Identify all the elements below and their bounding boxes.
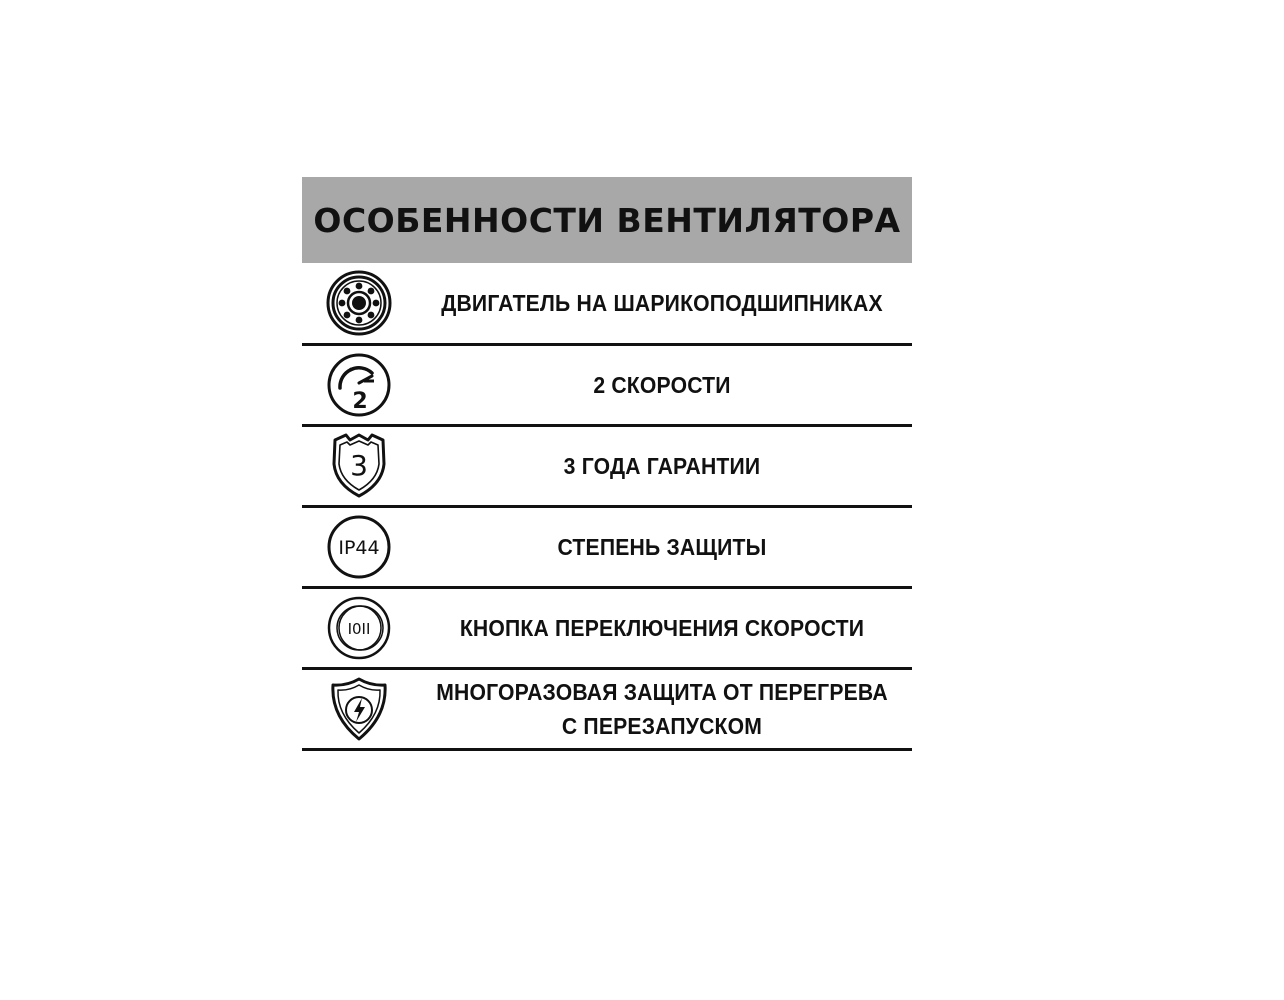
feature-label xyxy=(432,346,892,424)
feature-row-ball-bearing xyxy=(302,263,912,346)
feature-row-warranty xyxy=(302,427,912,508)
feature-text: СТЕПЕНЬ ЗАЩИТЫ xyxy=(557,534,767,560)
feature-row-speeds xyxy=(302,346,912,427)
feature-text: 3 ГОДА ГАРАНТИИ xyxy=(563,453,761,479)
ip-rating-text: IP44 xyxy=(338,537,380,559)
feature-text: ДВИГАТЕЛЬ НА ШАРИКОПОДШИПНИКАХ xyxy=(441,290,883,316)
feature-text-line-1: МНОГОРАЗОВАЯ ЗАЩИТА ОТ ПЕРЕГРЕВА xyxy=(436,679,888,705)
page-title: ОСОБЕННОСТИ ВЕНТИЛЯТОРА xyxy=(313,200,901,240)
feature-label xyxy=(432,670,892,748)
speedometer-2-icon xyxy=(324,350,394,420)
feature-label xyxy=(432,508,892,586)
feature-text: 2 СКОРОСТИ xyxy=(593,372,731,398)
feature-label xyxy=(432,263,892,343)
features-panel xyxy=(302,177,912,751)
switch-positions-text: I0II xyxy=(347,620,371,638)
shield-digit: 3 xyxy=(350,449,368,482)
features-header xyxy=(302,177,912,263)
feature-text-line-2: С ПЕРЕЗАПУСКОМ xyxy=(561,713,763,739)
feature-row-protection xyxy=(302,508,912,589)
feature-row-speed-button xyxy=(302,589,912,670)
speedometer-digit: 2 xyxy=(352,389,368,414)
feature-text: КНОПКА ПЕРЕКЛЮЧЕНИЯ СКОРОСТИ xyxy=(459,615,865,641)
feature-label xyxy=(432,427,892,505)
speed-switch-button-icon xyxy=(324,593,394,663)
feature-row-overheat xyxy=(302,670,912,751)
overheat-shield-icon xyxy=(324,674,394,744)
ball-bearing-icon xyxy=(324,268,394,338)
ip44-icon xyxy=(324,512,394,582)
shield-3-icon xyxy=(324,431,394,501)
feature-label xyxy=(432,589,892,667)
